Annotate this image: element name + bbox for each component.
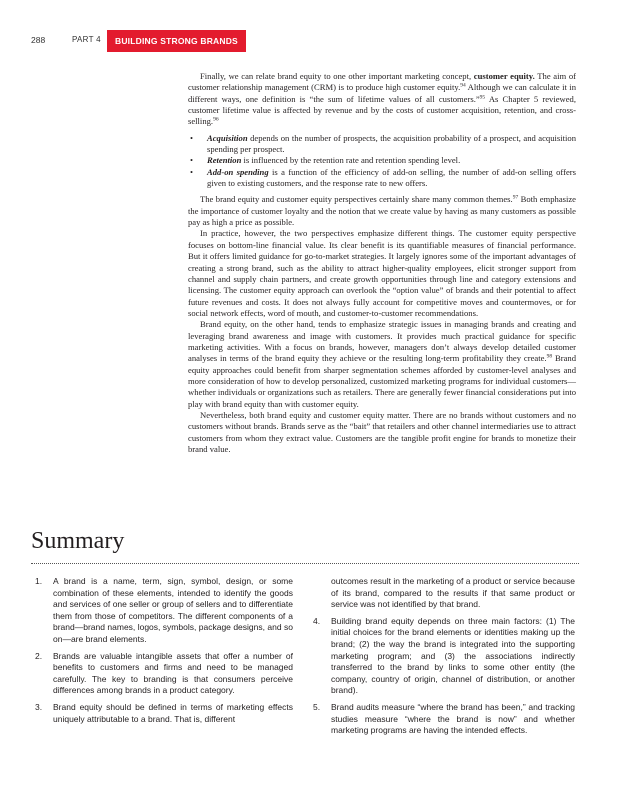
summary-item-number: 1. (35, 576, 43, 586)
text-span: Brand equity, on the other hand, tends to emphasize strategic issues in managing brands and creating and leveraging brand awareness and image with customers. It provides much practical guidance for specific marketing activities. With a focus on brands, however, managers don’t always develop detailed customer analyses in terms of the brand equity they achieve or the resulting long-term profitability they create. (188, 319, 576, 364)
summary-item-text: A brand is a name, term, sign, symbol, design, or some combination of these elements, intended to identify the goods and services of one seller or group of sellers and to differentiate them from those of competitors. The different components of a brand—brand names, logos, symbols, package designs, and so on—are brand elements. (53, 576, 293, 644)
summary-item-text: Brand audits measure “where the brand has been,” and tracking studies measure “where the brand is now” and whether marketing programs are having the intended effects. (331, 701, 575, 736)
text-span: Both emphasize the importance of customer loyalty and the notion that we create value by having as many customers as possible pay as high a price as possible. (188, 194, 576, 228)
summary-item (313, 616, 575, 697)
bullet-item (188, 133, 576, 156)
summary-item (313, 702, 575, 737)
paragraph-in-practice: In practice, however, the two perspectives emphasize different things. The customer equity perspective focuses on bottom-line financial value. Its clear benefit is its quantifiable measures of financial performance. But it offers limited guidance for go-to-market strategies. It largely ignores some of the important advantages of creating a strong brand, such as the ability to attract higher-quality employees, elicit stronger support from channel and supply chain partners, and create growth opportunities through line and category extensions and licensing. The customer equity approach can overlook the “option value” of brands and their potential to affect future revenues and costs. It does not always fully account for competitive moves and countermoves, or for social network effects, word of mouth, and customer-to-customer recommendations. (188, 228, 576, 318)
summary-item (35, 702, 293, 725)
bullet-text: is a function of the efficiency of add-on selling, the number of add-on selling offers given to existing customers, and the response rate to new offers. (207, 166, 576, 189)
key-term: customer equity. (473, 71, 535, 81)
footnote-marker: 97 (512, 194, 519, 201)
paragraph-customer-equity (188, 71, 576, 128)
bullet-term: Add-on spending (207, 166, 269, 177)
text-span: Brand equity approaches could benefit from sharper segmentation schemes afforded by customer-level analyses and more consideration of how to develop personalized, customized marketing programs for individual customers—whether individuals or organizations such as retailers. There are generally fewer financial considerations put into play with brand equity than with customer equity. (188, 353, 577, 409)
bullet-icon: • (190, 132, 194, 143)
bullet-list (188, 133, 576, 190)
part-title-banner: BUILDING STRONG BRANDS (107, 30, 246, 52)
bullet-icon: • (190, 155, 194, 166)
text-span: The aim of customer relationship management (CRM) is to produce high customer equity. (188, 71, 576, 93)
footnote-marker: 96 (213, 116, 219, 123)
summary-item-text: outcomes result in the marketing of a product or service because of its brand, compared to the results if that same product or service was not identified by that brand. (331, 576, 575, 610)
text-span: The brand equity and customer equity perspectives certainly share many common themes. (200, 194, 513, 205)
summary-item-number: 5. (313, 701, 321, 712)
bullet-item (188, 167, 576, 190)
page-header (0, 30, 623, 52)
summary-column-right (313, 576, 575, 742)
summary-list (313, 576, 575, 737)
bullet-icon: • (190, 166, 194, 177)
text-span: Although we can calculate it in different ways, one definition is “the sum of lifetime values of all customers.” (188, 82, 576, 104)
summary-item-continued (313, 576, 575, 611)
summary-item-number: 2. (35, 650, 43, 661)
footnote-marker: 98 (546, 353, 553, 360)
footnote-marker: 94 (460, 82, 466, 89)
bullet-text: depends on the number of prospects, the acquisition probability of a prospect, and acquisition spending per prospect. (207, 132, 576, 155)
paragraph-brand-equity (188, 319, 576, 410)
summary-divider (31, 563, 579, 564)
paragraph-nevertheless: Nevertheless, both brand equity and customer equity matter. There are no brands without customers and no customers without brands. Brands serve as the “bait” that retailers and other channel intermediaries use to attract customers from whom they extract value. Customers are the tangible profit engine for brands to monetize their brand value. (188, 409, 576, 454)
page-number: 288 (31, 35, 46, 45)
bullet-item (188, 155, 576, 166)
summary-item-number: 4. (313, 615, 321, 626)
paragraph-common-themes (188, 194, 576, 228)
summary-item-text: Building brand equity depends on three main factors: (1) The initial choices for the brand elements or identities making up the brand; (2) the way the brand is integrated into the supporting marketing program; and (3) the associations indirectly transferred to the brand by links to some other entity (the company, country of origin, channel of distribution, or another brand). (331, 615, 575, 696)
summary-item (35, 576, 293, 646)
bullet-term: Retention (207, 155, 242, 166)
text-span: Finally, we can relate brand equity to one other important marketing concept, (200, 71, 474, 81)
body-text (188, 71, 576, 455)
summary-item-number: 3. (35, 701, 43, 712)
summary-column-left (35, 576, 293, 730)
text-span: As Chapter 5 reviewed, customer lifetime value is affected by revenue and by the costs of customer acquisition, retention, and cross-selling. (188, 93, 577, 127)
summary-list (35, 576, 293, 725)
summary-item-text: Brands are valuable intangible assets that offer a number of benefits to customers and firms and need to be managed carefully. The key to branding is that consumers perceive differences among brands in a product category. (53, 650, 293, 696)
bullet-text: is influenced by the retention rate and retention spending level. (241, 155, 461, 166)
bullet-term: Acquisition (207, 132, 248, 143)
summary-item-text: Brand equity should be defined in terms of marketing effects uniquely attributable to a brand. That is, different (53, 701, 293, 724)
summary-item (35, 651, 293, 697)
summary-heading: Summary (31, 528, 125, 554)
footnote-marker: 95 (479, 94, 486, 101)
part-label: PART 4 (72, 35, 101, 44)
